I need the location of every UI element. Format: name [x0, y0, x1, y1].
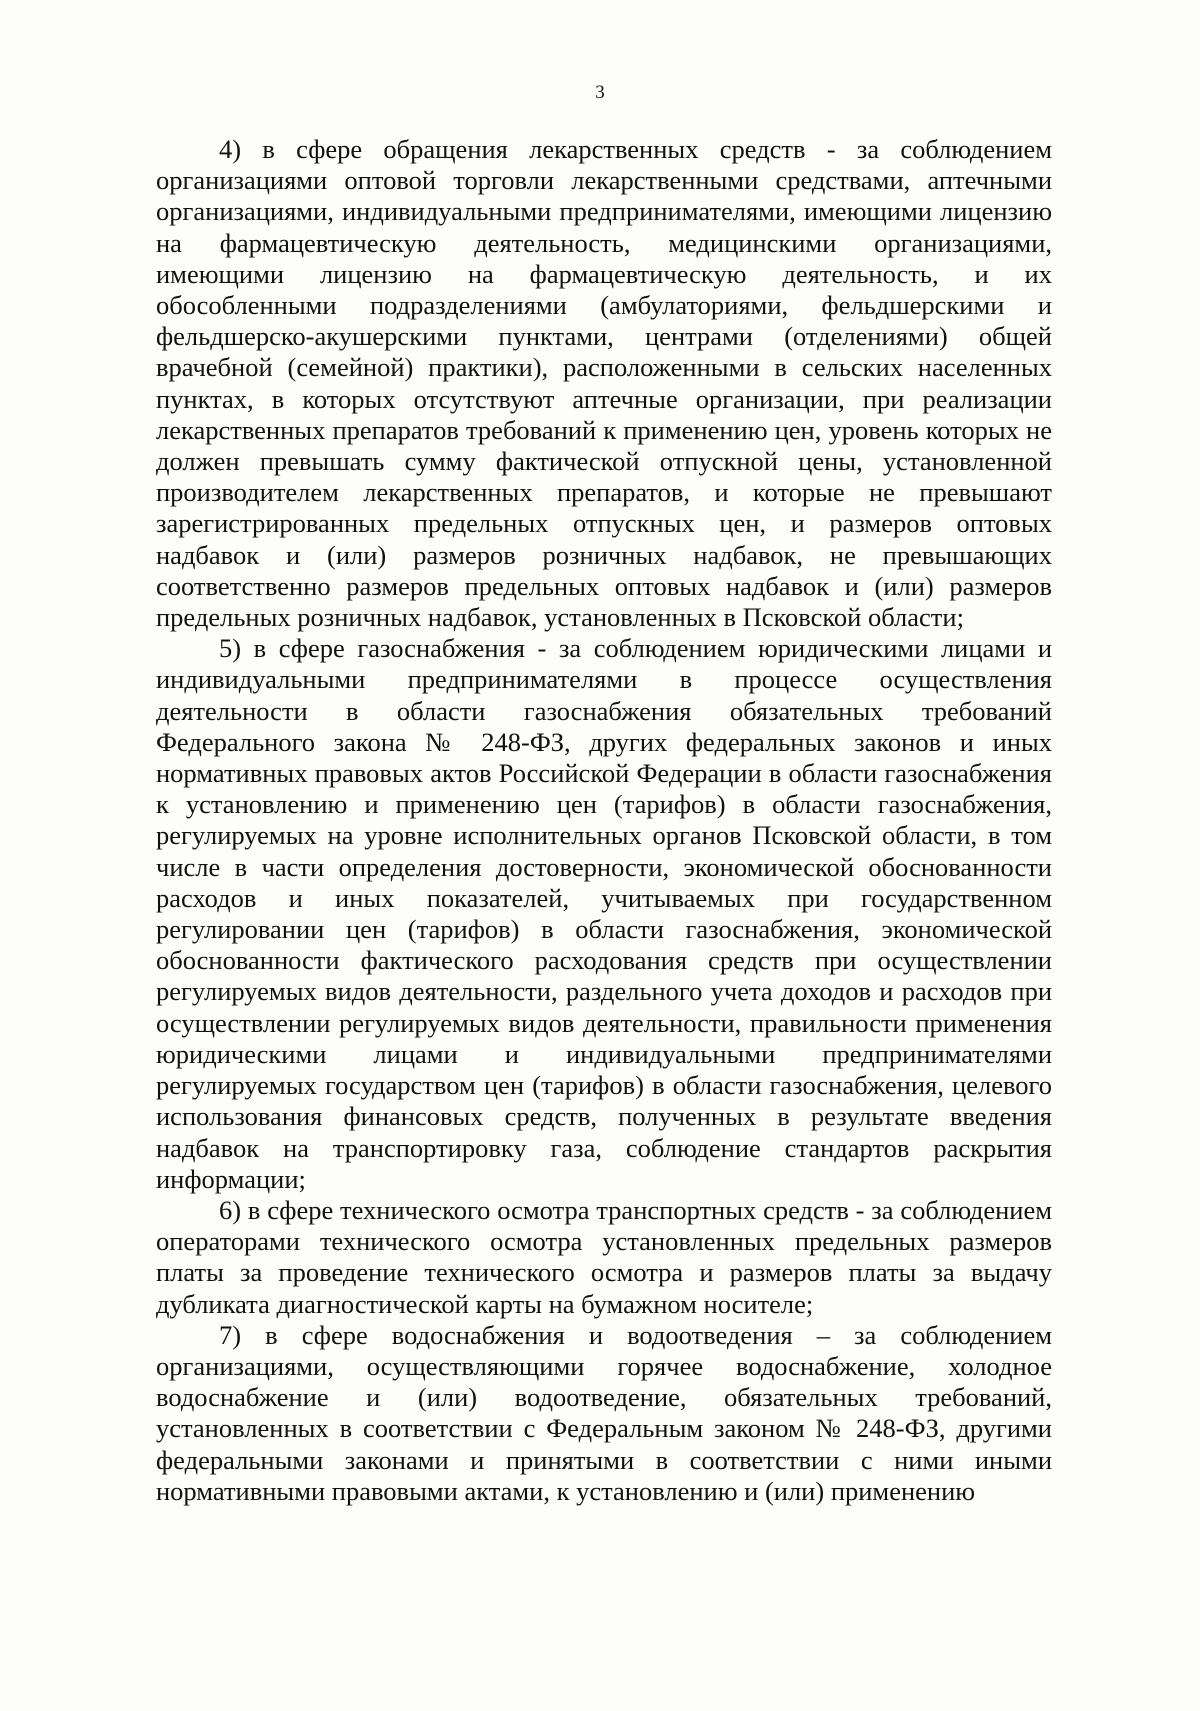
page-number: 3	[595, 82, 605, 103]
document-body	[156, 134, 1052, 1507]
paragraph-item-7: 7) в сфере водоснабжения и водоотведения – за соблюдением организациями, осуществляющими горячее водоснабжение, холодное водоснабжение и (или) водоотведение, обязательных требований, установленных в соответствии с Федеральным законом № 248-ФЗ, другими федеральными законами и принятыми в соответствии с ними иными нормативными правовыми актами, к установлению и (или) применению	[156, 1319, 1052, 1506]
paragraph-item-4: 4) в сфере обращения лекарственных средств - за соблюдением организациями оптовой торговли лекарственными средствами, аптечными организациями, индивидуальными предпринимателями, имеющими лицензию на фармацевтическую деятельность, медицинскими организациями, имеющими лицензию на фармацевтическую деятельность, и их обособленными подразделениями (амбулаториями, фельдшерскими и фельдшерско-акушерскими пунктами, центрами (отделениями) общей врачебной (семейной) практики), расположенными в сельских населенных пунктах, в которых отсутствуют аптечные организации, при реализации лекарственных препаратов требований к применению цен, уровень которых не должен превышать сумму фактической отпускной цены, установленной производителем лекарственных препаратов, и которые не превышают зарегистрированных предельных отпускных цен, и размеров оптовых надбавок и (или) размеров розничных надбавок, не превышающих соответственно размеров предельных оптовых надбавок и (или) размеров предельных розничных надбавок, установленных в Псковской области;	[156, 134, 1052, 633]
paragraph-item-5: 5) в сфере газоснабжения - за соблюдением юридическими лицами и индивидуальными предпринимателями в процессе осуществления деятельности в области газоснабжения обязательных требований Федерального закона № 248-ФЗ, других федеральных законов и иных нормативных правовых актов Российской Федерации в области газоснабжения к установлению и применению цен (тарифов) в области газоснабжения, регулируемых на уровне исполнительных органов Псковской области, в том числе в части определения достоверности, экономической обоснованности расходов и иных показателей, учитываемых при государственном регулировании цен (тарифов) в области газоснабжения, экономической обоснованности фактического расходования средств при осуществлении регулируемых видов деятельности, раздельного учета доходов и расходов при осуществлении регулируемых видов деятельности, правильности применения юридическими лицами и индивидуальными предпринимателями регулируемых государством цен (тарифов) в области газоснабжения, целевого использования финансовых средств, полученных в результате введения надбавок на транспортировку газа, соблюдение стандартов раскрытия информации;	[156, 633, 1052, 1194]
paragraph-item-6: 6) в сфере технического осмотра транспортных средств - за соблюдением операторами технического осмотра установленных предельных размеров платы за проведение технического осмотра и размеров платы за выдачу дубликата диагностической карты на бумажном носителе;	[156, 1194, 1052, 1319]
